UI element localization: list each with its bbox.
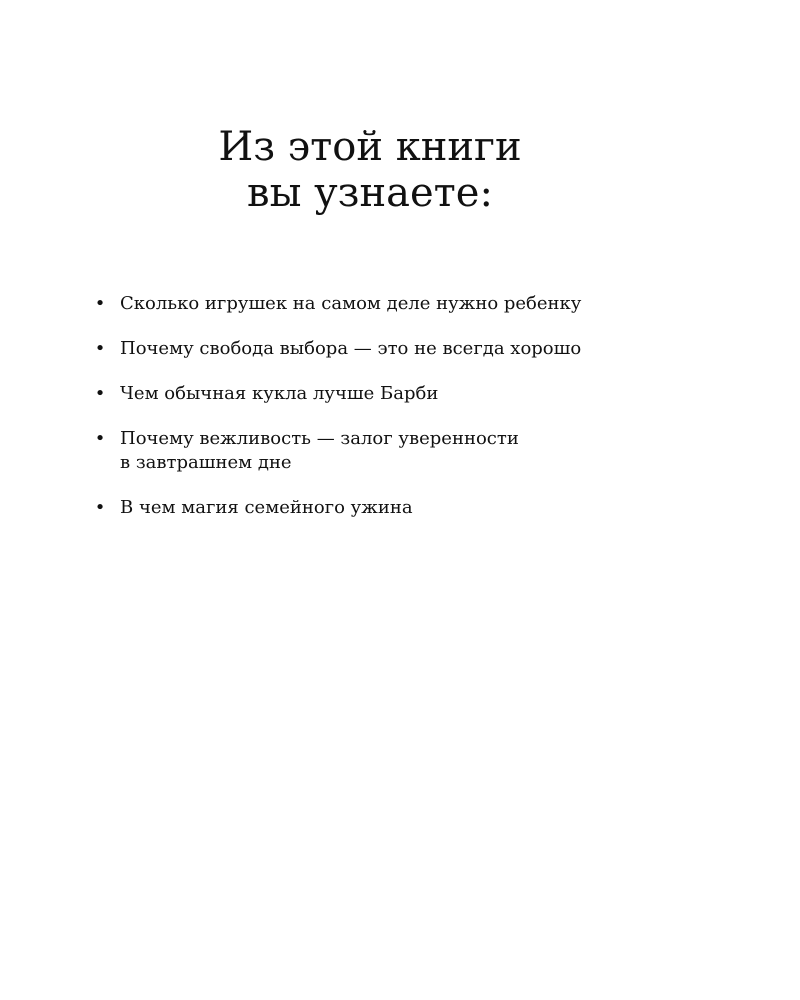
list-item [94, 382, 734, 406]
list-item [94, 337, 734, 361]
bullet-icon: • [94, 293, 106, 314]
list-item-text-continued: в завтрашнем дне [120, 452, 292, 473]
title-line-2: вы узнаете: [247, 170, 493, 216]
title-line-1: Из этой книги [218, 124, 522, 170]
list-item-text: Сколько игрушек на самом деле нужно ребенку [120, 293, 582, 314]
page-title [0, 124, 740, 216]
list-item-text: В чем магия семейного ужина [120, 497, 413, 518]
list-item [94, 427, 734, 475]
bullet-icon: • [94, 497, 106, 518]
bullet-icon: • [94, 383, 106, 404]
list-item [94, 496, 734, 520]
list-item-text: Чем обычная кукла лучше Барби [120, 383, 439, 404]
list-item-text: Почему вежливость — залог уверенности [120, 428, 519, 449]
bullet-icon: • [94, 338, 106, 359]
list-item [94, 292, 734, 316]
bullet-icon: • [94, 428, 106, 449]
list-item-text: Почему свобода выбора — это не всегда хорошо [120, 338, 582, 359]
takeaways-list [94, 292, 734, 541]
